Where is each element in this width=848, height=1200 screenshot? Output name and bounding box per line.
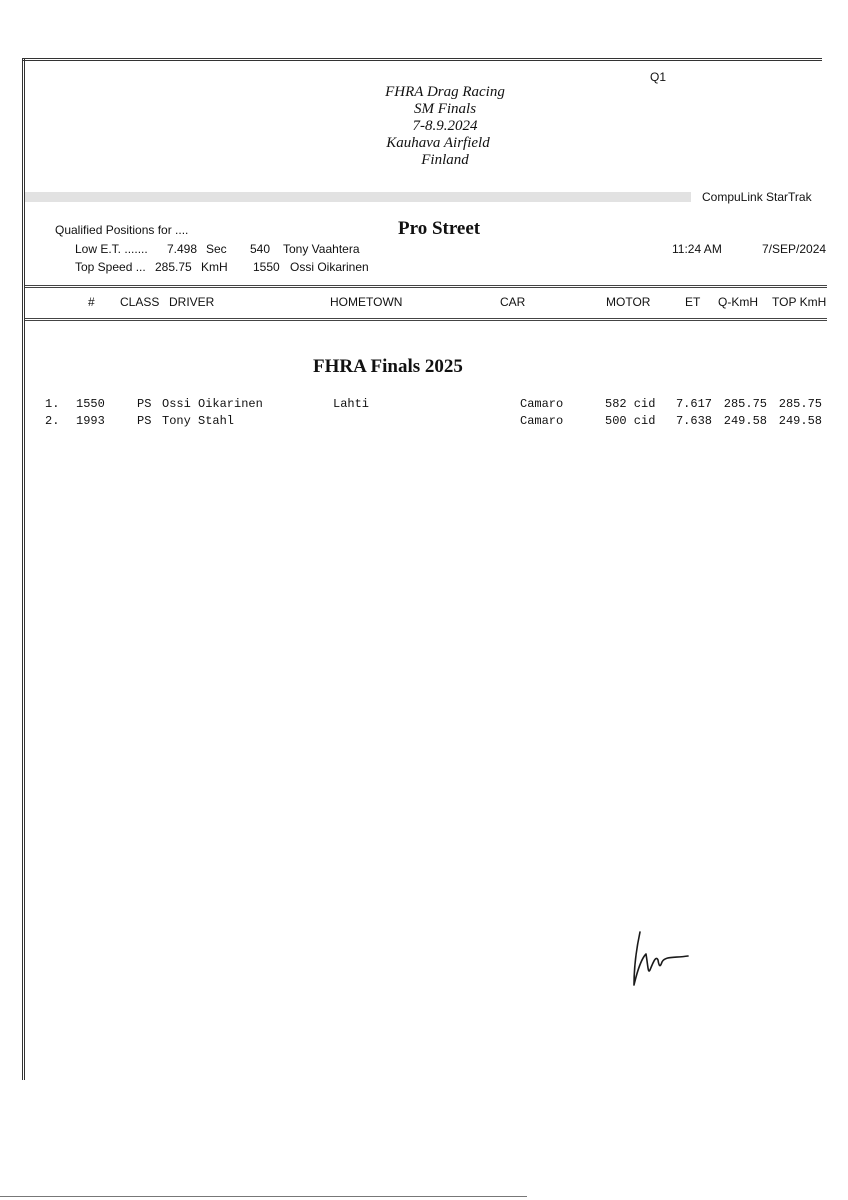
col-header-number: # <box>88 295 95 309</box>
col-header-car: CAR <box>500 295 526 309</box>
col-header-q-kmh: Q-KmH <box>718 295 758 309</box>
page-frame-left-rule <box>22 58 25 1080</box>
event-venue: Kauhava Airfield <box>386 135 490 151</box>
qualified-positions-label: Qualified Positions for .... <box>55 223 189 237</box>
col-header-et: ET <box>685 295 701 309</box>
top-speed-unit: KmH <box>201 260 228 274</box>
event-title: FHRA Drag Racing <box>385 84 505 100</box>
dotted-separator-band <box>25 192 691 202</box>
top-speed-driver: Ossi Oikarinen <box>290 260 369 274</box>
result-position: 1. <box>45 397 60 411</box>
result-driver: Tony Stahl <box>162 414 235 428</box>
class-title: Pro Street <box>398 218 481 239</box>
event-dates: 7-8.9.2024 <box>412 118 478 134</box>
result-class: PS <box>137 397 152 411</box>
top-speed-car-number: 1550 <box>253 260 280 274</box>
low-et-unit: Sec <box>206 242 227 256</box>
result-motor: 582 cid <box>605 397 656 411</box>
handwritten-signature <box>626 928 696 990</box>
col-header-top-kmh: TOP KmH <box>772 295 827 309</box>
result-driver: Ossi Oikarinen <box>162 397 263 411</box>
result-motor: 500 cid <box>605 414 656 428</box>
event-subtitle: SM Finals <box>413 101 477 117</box>
report-time: 11:24 AM <box>672 242 722 256</box>
col-header-driver: DRIVER <box>169 295 215 309</box>
section-title: FHRA Finals 2025 <box>313 356 463 377</box>
col-header-hometown: HOMETOWN <box>330 295 403 309</box>
round-label: Q1 <box>650 70 667 84</box>
low-et-driver: Tony Vaahtera <box>283 242 360 256</box>
header-bottom-rule <box>25 318 827 321</box>
col-header-class: CLASS <box>120 295 160 309</box>
top-speed-label: Top Speed ... <box>75 260 146 274</box>
low-et-value: 7.498 <box>167 242 198 256</box>
page-frame-top-rule <box>22 58 822 61</box>
result-q-kmh: 285.75 <box>723 397 767 411</box>
page-bottom-rule <box>0 1196 527 1197</box>
result-hometown: Lahti <box>333 397 370 411</box>
low-et-car-number: 540 <box>250 242 271 256</box>
col-header-motor: MOTOR <box>606 295 651 309</box>
header-top-rule <box>25 285 827 288</box>
result-top-kmh: 249.58 <box>778 414 822 428</box>
result-position: 2. <box>45 414 60 428</box>
result-car-number: 1993 <box>76 414 105 428</box>
result-top-kmh: 285.75 <box>778 397 822 411</box>
event-country: Finland <box>421 152 469 168</box>
result-car: Camaro <box>520 414 564 428</box>
result-car: Camaro <box>520 397 564 411</box>
result-car-number: 1550 <box>76 397 105 411</box>
result-et: 7.617 <box>675 397 712 411</box>
top-speed-value: 285.75 <box>155 260 192 274</box>
report-date: 7/SEP/2024 <box>762 242 827 256</box>
timing-system-label: CompuLink StarTrak <box>702 190 812 204</box>
event-header <box>330 84 560 169</box>
low-et-label: Low E.T. ....... <box>75 242 148 256</box>
result-class: PS <box>137 414 152 428</box>
result-et: 7.638 <box>675 414 712 428</box>
result-q-kmh: 249.58 <box>723 414 767 428</box>
